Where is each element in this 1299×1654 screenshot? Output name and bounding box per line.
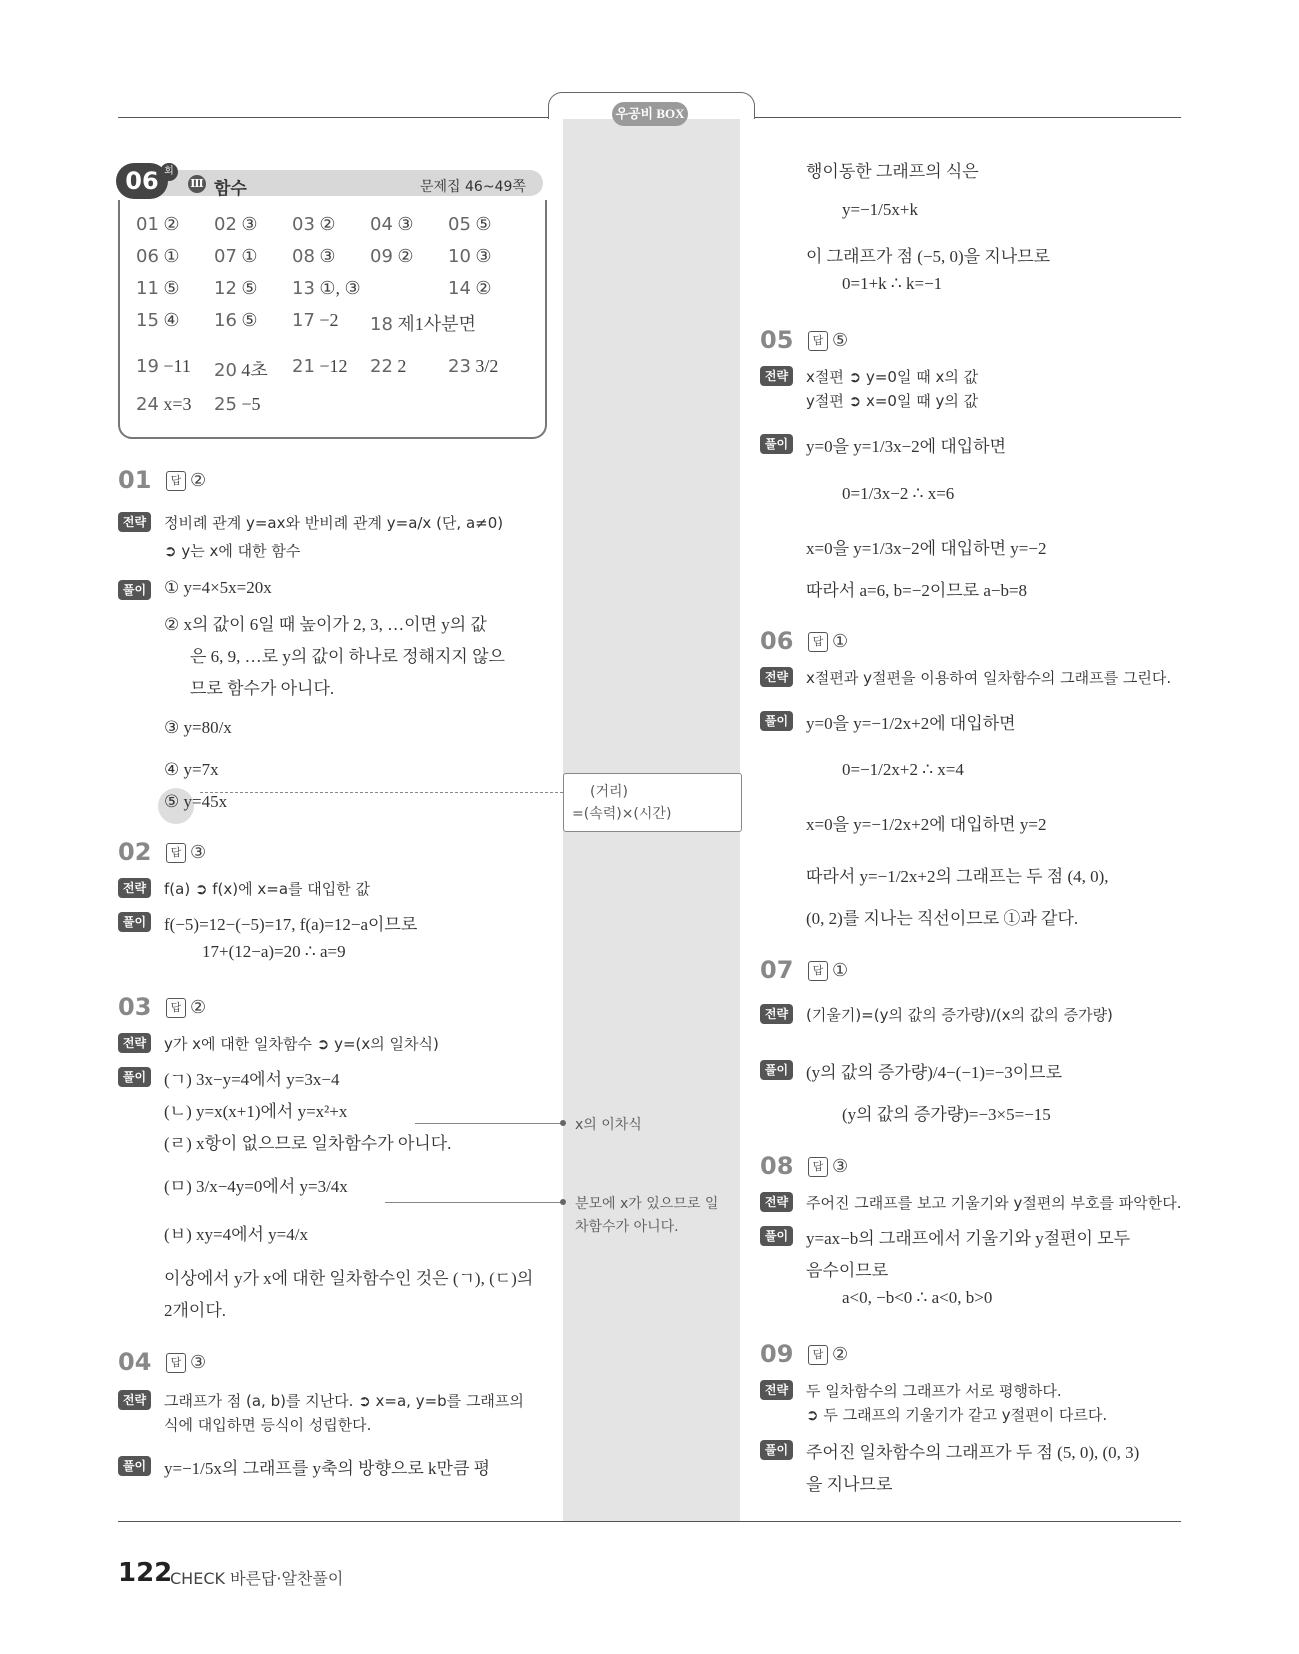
- leader-line: [385, 1202, 563, 1203]
- answer-item-value: ①: [163, 246, 180, 266]
- solution-line: 음수이므로: [806, 1261, 889, 1280]
- dap-icon: 답: [808, 1157, 828, 1177]
- solution-line: 따라서 y=−1/2x+2의 그래프는 두 점 (4, 0),: [806, 867, 1109, 886]
- answer-item-number: 14: [448, 278, 471, 299]
- solution-line: a<0, −b<0 ∴ a<0, b>0: [842, 1288, 993, 1307]
- answer-item: [292, 356, 348, 377]
- solution-line: f(−5)=12−(−5)=17, f(a)=12−a이므로: [164, 915, 418, 934]
- answer-value: ②: [832, 1344, 849, 1364]
- leader-dot: [560, 1199, 566, 1205]
- answer-value: ①: [832, 631, 849, 651]
- strategy-tag: 전략: [760, 1380, 793, 1400]
- episode-badge: 06: [116, 163, 168, 199]
- strategy-text: y절편 ➲ x=0일 때 y의 값: [806, 392, 979, 410]
- dap-icon: 답: [808, 1345, 828, 1365]
- strategy-tag: 전략: [760, 667, 793, 687]
- solution-line: 따라서 a=6, b=−2이므로 a−b=8: [806, 581, 1028, 600]
- leader-dot: [560, 1120, 566, 1126]
- answer-item-number: 24: [136, 394, 159, 415]
- answer-item: [370, 214, 414, 235]
- solution-line: (y의 값의 증가량)=−3×5=−15: [842, 1105, 1051, 1124]
- solution-line: 17+(12−a)=20 ∴ a=9: [202, 942, 346, 961]
- solution-line: 이 그래프가 점 (−5, 0)을 지나므로: [806, 247, 1051, 266]
- solution-line: x=0을 y=1/3x−2에 대입하면 y=−2: [806, 539, 1047, 558]
- dap-icon: 답: [808, 331, 828, 351]
- dap-icon: 답: [166, 843, 186, 863]
- solution-line: 이상에서 y가 x에 대한 일차함수인 것은 (ㄱ), (ㄷ)의: [164, 1269, 534, 1288]
- workbook-ref: 문제집 46~49쪽: [420, 179, 526, 195]
- strategy-tag: 전략: [760, 1192, 793, 1212]
- episode-suffix: 회: [160, 163, 178, 181]
- answer-item: [214, 356, 268, 382]
- answer-item: [214, 394, 261, 415]
- solution-line: y=0을 y=1/3x−2에 대입하면: [806, 437, 1007, 456]
- answer-label: [808, 1156, 848, 1177]
- answer-label: [808, 330, 848, 351]
- strategy-text: x절편 ➲ y=0일 때 x의 값: [806, 368, 979, 386]
- answer-item-value: −2: [319, 310, 339, 330]
- answer-label: [166, 470, 206, 491]
- solution-line: ③ y=80/x: [164, 718, 232, 737]
- answer-item-value: 3/2: [475, 356, 499, 376]
- answer-item-number: 20: [214, 360, 237, 381]
- solution-line: (ㄹ) x항이 없으므로 일차함수가 아니다.: [164, 1134, 452, 1153]
- strategy-text: 그래프가 점 (a, b)를 지난다. ➲ x=a, y=b를 그래프의: [164, 1392, 524, 1410]
- answer-item-number: 13: [292, 278, 315, 299]
- solution-line: (ㄱ) 3x−y=4에서 y=3x−4: [164, 1070, 340, 1089]
- solution-line: ① y=4×5x=20x: [164, 578, 272, 597]
- question-number: 03: [118, 993, 152, 1021]
- strategy-text: x절편과 y절편을 이용하여 일차함수의 그래프를 그린다.: [806, 669, 1172, 687]
- answer-label: [166, 1352, 206, 1373]
- answer-item-value: ②: [319, 214, 336, 234]
- solution-line: 0=1/3x−2 ∴ x=6: [842, 484, 955, 503]
- answer-item-number: 07: [214, 246, 237, 267]
- answer-item-value: ③: [319, 246, 336, 266]
- question-number: 02: [118, 838, 152, 866]
- answer-item-value: −5: [241, 394, 261, 414]
- solution-line: (ㅂ) xy=4에서 y=4/x: [164, 1225, 308, 1244]
- strategy-tag: 전략: [760, 1004, 793, 1024]
- answer-item: [214, 246, 258, 267]
- answer-item-value: ②: [397, 246, 414, 266]
- answer-item-number: 01: [136, 214, 159, 235]
- answer-item: [292, 278, 361, 299]
- answer-item-value: 2: [397, 356, 407, 376]
- dap-icon: 답: [166, 1353, 186, 1373]
- solution-line: 을 지나므로: [806, 1475, 893, 1494]
- leader-line: [200, 792, 563, 793]
- note-text: (거리): [590, 784, 628, 800]
- answer-value: ③: [190, 842, 207, 862]
- answer-item-number: 10: [448, 246, 471, 267]
- answer-label: [808, 1344, 848, 1365]
- solution-line: (ㄴ) y=x(x+1)에서 y=x²+x: [164, 1102, 348, 1121]
- answer-label: [808, 960, 848, 981]
- strategy-text: y가 x에 대한 일차함수 ➲ y=(x의 일차식): [164, 1035, 439, 1053]
- answer-item: [448, 214, 492, 235]
- box-label: 우공비 BOX: [612, 102, 688, 126]
- solution-line: 므로 함수가 아니다.: [190, 679, 335, 698]
- solution-tag: 풀이: [118, 580, 151, 600]
- answer-item-value: ③: [397, 214, 414, 234]
- answer-value: ③: [190, 1352, 207, 1372]
- answer-item: [136, 214, 180, 235]
- question-number: 09: [760, 1340, 794, 1368]
- solution-line: 2개이다.: [164, 1301, 227, 1320]
- solution-line: y=0을 y=−1/2x+2에 대입하면: [806, 714, 1016, 733]
- side-note: x의 이차식: [575, 1117, 642, 1133]
- answer-item-number: 16: [214, 310, 237, 331]
- answer-item: [292, 246, 336, 267]
- strategy-text: ➲ y는 x에 대한 함수: [164, 542, 301, 560]
- top-rule-right: [753, 117, 1181, 118]
- answer-value: ②: [190, 470, 207, 490]
- answer-item-number: 02: [214, 214, 237, 235]
- question-number: 04: [118, 1348, 152, 1376]
- answer-item-number: 15: [136, 310, 159, 331]
- solution-line: (y의 값의 증가량)/4−(−1)=−3이므로: [806, 1063, 1063, 1082]
- question-number: 01: [118, 466, 152, 494]
- answer-item-value: ⑤: [475, 214, 492, 234]
- answer-item-number: 09: [370, 246, 393, 267]
- strategy-tag: 전략: [760, 366, 793, 386]
- answer-item-number: 17: [292, 310, 315, 331]
- solution-tag: 풀이: [760, 434, 793, 454]
- question-number: 05: [760, 326, 794, 354]
- solution-tag: 풀이: [118, 912, 151, 932]
- strategy-text: 식에 대입하면 등식이 성립한다.: [164, 1416, 372, 1434]
- strategy-tag: 전략: [118, 1033, 151, 1053]
- side-note: 분모에 x가 있으므로 일: [575, 1196, 719, 1212]
- answer-item-number: 19: [136, 356, 159, 377]
- answer-item-value: ①, ③: [319, 278, 361, 298]
- dap-icon: 답: [166, 998, 186, 1018]
- answer-item: [214, 278, 258, 299]
- note-text: =(속력)×(시간): [572, 806, 672, 822]
- solution-line: 주어진 일차함수의 그래프가 두 점 (5, 0), (0, 3): [806, 1443, 1140, 1462]
- question-number: 07: [760, 956, 794, 984]
- answer-item-value: ②: [475, 278, 492, 298]
- strategy-text: ➲ 두 그래프의 기울기가 같고 y절편이 다르다.: [806, 1406, 1108, 1424]
- answer-item-value: ①: [241, 246, 258, 266]
- answer-item: [292, 310, 339, 331]
- answer-item: [136, 356, 191, 377]
- answer-item-value: −12: [319, 356, 348, 376]
- answer-item: [370, 310, 476, 336]
- answer-item-number: 22: [370, 356, 393, 377]
- answer-item: [370, 246, 414, 267]
- solution-line: y=−1/5x의 그래프를 y축의 방향으로 k만큼 평: [164, 1459, 491, 1478]
- top-rule: [118, 117, 548, 118]
- unit-roman: Ⅲ: [188, 175, 206, 193]
- answer-item: [136, 246, 180, 267]
- answer-item-value: ⑤: [163, 278, 180, 298]
- answer-item: [136, 310, 180, 331]
- question-number: 06: [760, 627, 794, 655]
- solution-line: ⑤ y=45x: [164, 792, 228, 811]
- strategy-tag: 전략: [118, 512, 151, 532]
- solution-line: 은 6, 9, …로 y의 값이 하나로 정해지지 않으: [190, 647, 505, 666]
- answer-item: [448, 278, 492, 299]
- answer-item: [370, 356, 406, 377]
- answer-item-number: 05: [448, 214, 471, 235]
- solution-line: 0=1+k ∴ k=−1: [842, 274, 943, 293]
- answer-item: [136, 394, 192, 415]
- book-title: CHECK 바른답·알찬풀이: [170, 1569, 344, 1588]
- solution-line: (ㅁ) 3/x−4y=0에서 y=3/4x: [164, 1177, 348, 1196]
- answer-value: ①: [832, 960, 849, 980]
- answer-item-number: 08: [292, 246, 315, 267]
- solution-line: 행이동한 그래프의 식은: [806, 162, 979, 181]
- solution-line: y=−1/5x+k: [842, 200, 918, 219]
- answer-item: [448, 246, 492, 267]
- dap-icon: 답: [166, 471, 186, 491]
- answer-item-number: 03: [292, 214, 315, 235]
- answer-item: [136, 278, 180, 299]
- solution-tag: 풀이: [760, 1060, 793, 1080]
- solution-tag: 풀이: [760, 1440, 793, 1460]
- answer-label: [166, 842, 206, 863]
- strategy-text: 주어진 그래프를 보고 기울기와 y절편의 부호를 파악한다.: [806, 1194, 1182, 1212]
- solution-line: x=0을 y=−1/2x+2에 대입하면 y=2: [806, 815, 1047, 834]
- solution-tag: 풀이: [760, 711, 793, 731]
- answer-item-number: 12: [214, 278, 237, 299]
- strategy-text: f(a) ➲ f(x)에 x=a를 대입한 값: [164, 880, 371, 898]
- leader-line: [415, 1123, 563, 1124]
- answer-item-value: ②: [163, 214, 180, 234]
- answer-item-value: −11: [163, 356, 191, 376]
- answer-item: [292, 214, 336, 235]
- page-number: 122: [118, 1558, 173, 1588]
- answer-item-value: ③: [475, 246, 492, 266]
- dap-icon: 답: [808, 632, 828, 652]
- unit-title: 함수: [214, 179, 247, 199]
- answer-label: [808, 631, 848, 652]
- question-number: 08: [760, 1152, 794, 1180]
- strategy-text: 두 일차함수의 그래프가 서로 평행하다.: [806, 1382, 1062, 1400]
- answer-item-number: 21: [292, 356, 315, 377]
- answer-item-number: 25: [214, 394, 237, 415]
- solution-tag: 풀이: [118, 1456, 151, 1476]
- solution-line: y=ax−b의 그래프에서 기울기와 y절편이 모두: [806, 1229, 1131, 1248]
- answer-item-number: 06: [136, 246, 159, 267]
- strategy-text: (기울기)=(y의 값의 증가량)/(x의 값의 증가량): [806, 1006, 1113, 1024]
- dap-icon: 답: [808, 961, 828, 981]
- bottom-rule: [118, 1521, 1181, 1522]
- answer-item: [448, 356, 498, 377]
- solution-tag: 풀이: [118, 1067, 151, 1087]
- solution-line: ② x의 값이 6일 때 높이가 2, 3, …이면 y의 값: [164, 615, 487, 634]
- answer-label: [166, 997, 206, 1018]
- answer-item: [214, 310, 258, 331]
- answer-item-number: 18: [370, 314, 393, 335]
- solution-line: (0, 2)를 지나는 직선이므로 ①과 같다.: [806, 909, 1079, 928]
- solution-line: 0=−1/2x+2 ∴ x=4: [842, 760, 964, 779]
- answer-item: [214, 214, 258, 235]
- solution-tag: 풀이: [760, 1226, 793, 1246]
- answer-item-value: ⑤: [241, 278, 258, 298]
- answer-item-number: 04: [370, 214, 393, 235]
- answer-value: ②: [190, 997, 207, 1017]
- answer-item-number: 11: [136, 278, 159, 299]
- answer-value: ⑤: [832, 330, 849, 350]
- answer-item-value: ⑤: [241, 310, 258, 330]
- answer-value: ③: [832, 1156, 849, 1176]
- strategy-tag: 전략: [118, 878, 151, 898]
- answer-item-value: ④: [163, 310, 180, 330]
- strategy-tag: 전략: [118, 1390, 151, 1410]
- answer-item-number: 23: [448, 356, 471, 377]
- answer-item-value: 4초: [241, 360, 268, 380]
- answer-item-value: 제1사분면: [397, 314, 476, 334]
- strategy-text: 정비례 관계 y=ax와 반비례 관계 y=a/x (단, a≠0): [164, 514, 504, 532]
- solution-line: ④ y=7x: [164, 760, 219, 779]
- side-note: 차함수가 아니다.: [575, 1219, 679, 1235]
- answer-item-value: ③: [241, 214, 258, 234]
- answer-item-value: x=3: [163, 394, 192, 414]
